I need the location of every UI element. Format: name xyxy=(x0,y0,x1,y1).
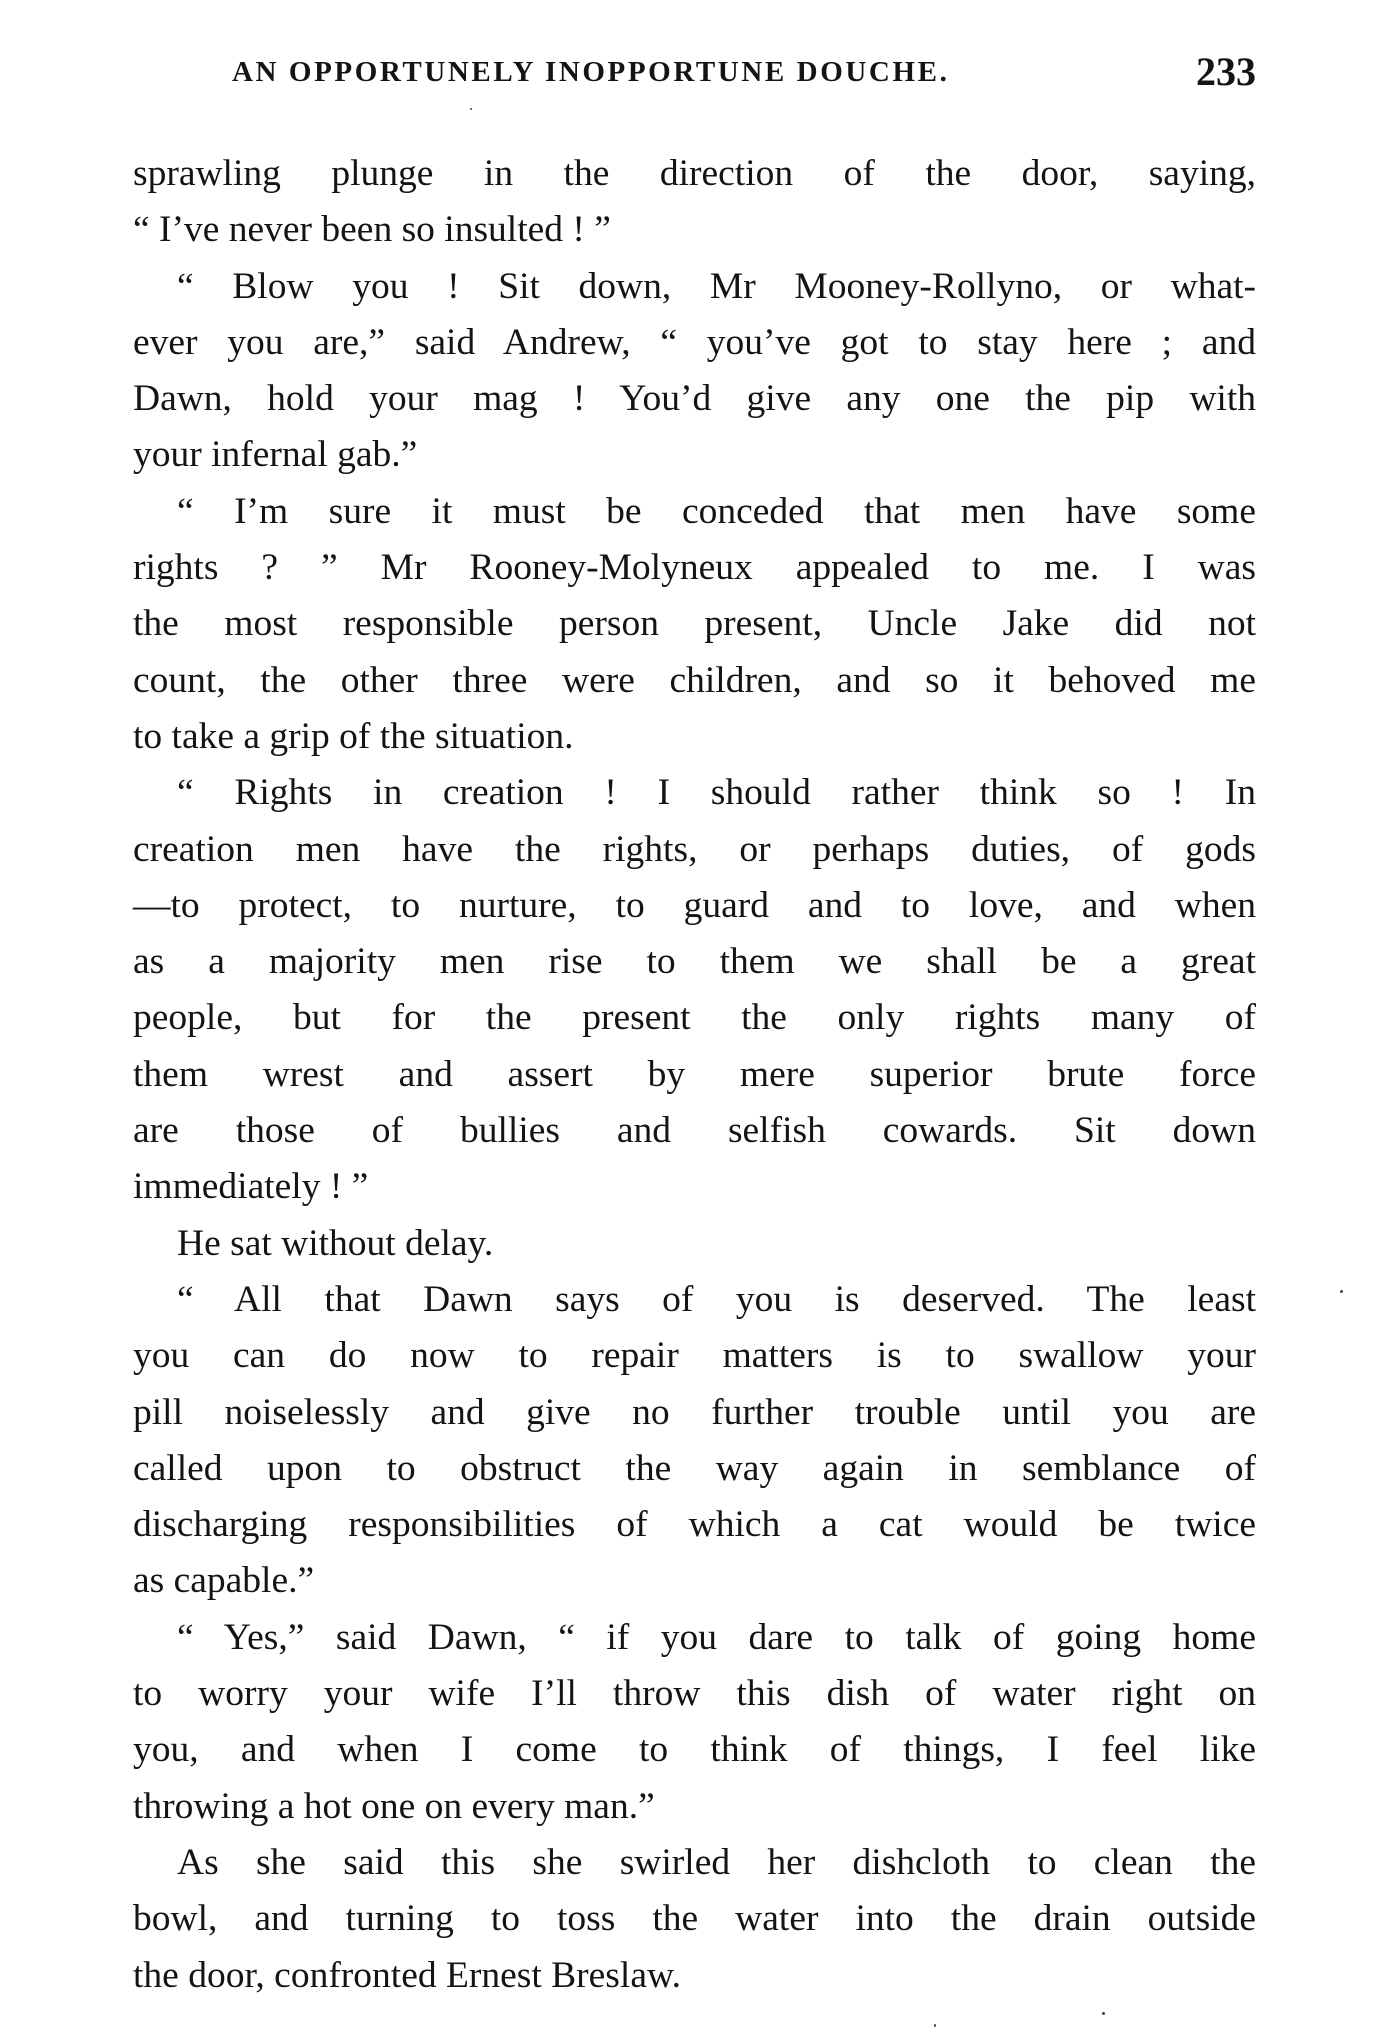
text-line: ever you are,” said Andrew, “ you’ve got to stay here ; and xyxy=(133,321,1256,363)
text-line: count, the other three were children, and so it behoved me xyxy=(133,659,1256,701)
text-line: the door, confronted Ernest Breslaw. xyxy=(133,1954,681,1996)
text-line: them wrest and assert by mere superior brute force xyxy=(133,1053,1256,1095)
text-line: pill noiselessly and give no further trouble until you are xyxy=(133,1391,1256,1433)
text-line: “ I’ve never been so insulted ! ” xyxy=(133,209,611,251)
text-line: you can do now to repair matters is to swallow your xyxy=(133,1335,1256,1377)
text-line: are those of bullies and selfish cowards. Sit down xyxy=(133,1110,1256,1152)
paper-speck xyxy=(1102,2012,1105,2015)
text-line: creation men have the rights, or perhaps duties, of gods xyxy=(133,828,1256,870)
text-line: the most responsible person present, Uncle Jake did not xyxy=(133,603,1256,645)
running-title: AN OPPORTUNELY INOPPORTUNE DOUCHE. xyxy=(232,56,950,88)
text-line: throwing a hot one on every man.” xyxy=(133,1785,655,1827)
paper-speck xyxy=(1340,1290,1343,1293)
text-line: discharging responsibilities of which a cat would be twice xyxy=(133,1504,1256,1546)
body-text xyxy=(133,146,1256,2004)
text-line: As she said this she swirled her dishcloth to clean the xyxy=(177,1841,1256,1883)
text-line: rights ? ” Mr Rooney-Molyneux appealed to me. I was xyxy=(133,547,1256,589)
text-line: “ Blow you ! Sit down, Mr Mooney-Rollyno, or what- xyxy=(177,265,1256,307)
paper-speck xyxy=(470,108,472,110)
running-head xyxy=(133,48,1256,104)
text-line: people, but for the present the only rights many of xyxy=(133,997,1256,1039)
text-line: bowl, and turning to toss the water into the drain outside xyxy=(133,1898,1256,1940)
text-line: your infernal gab.” xyxy=(133,434,418,476)
text-line: as a majority men rise to them we shall be a great xyxy=(133,941,1256,983)
page-number: 233 xyxy=(1196,49,1256,94)
text-line: Dawn, hold your mag ! You’d give any one the pip with xyxy=(133,378,1256,420)
text-line: He sat without delay. xyxy=(177,1222,494,1264)
paper-speck xyxy=(934,2024,936,2027)
text-line: “ All that Dawn says of you is deserved. The least xyxy=(177,1278,1256,1320)
text-line: —to protect, to nurture, to guard and to love, and when xyxy=(133,884,1256,926)
text-line: as capable.” xyxy=(133,1560,315,1602)
text-line: “ I’m sure it must be conceded that men have some xyxy=(177,490,1256,532)
text-line: “ Yes,” said Dawn, “ if you dare to talk of going home xyxy=(177,1616,1256,1658)
text-line: to take a grip of the situation. xyxy=(133,715,574,757)
text-line: called upon to obstruct the way again in semblance of xyxy=(133,1447,1256,1489)
text-line: “ Rights in creation ! I should rather think so ! In xyxy=(177,772,1256,814)
text-line: immediately ! ” xyxy=(133,1166,369,1208)
text-line: you, and when I come to think of things, I feel like xyxy=(133,1729,1256,1771)
text-line: sprawling plunge in the direction of the door, saying, xyxy=(133,153,1256,194)
text-line: to worry your wife I’ll throw this dish of water right on xyxy=(133,1673,1256,1715)
